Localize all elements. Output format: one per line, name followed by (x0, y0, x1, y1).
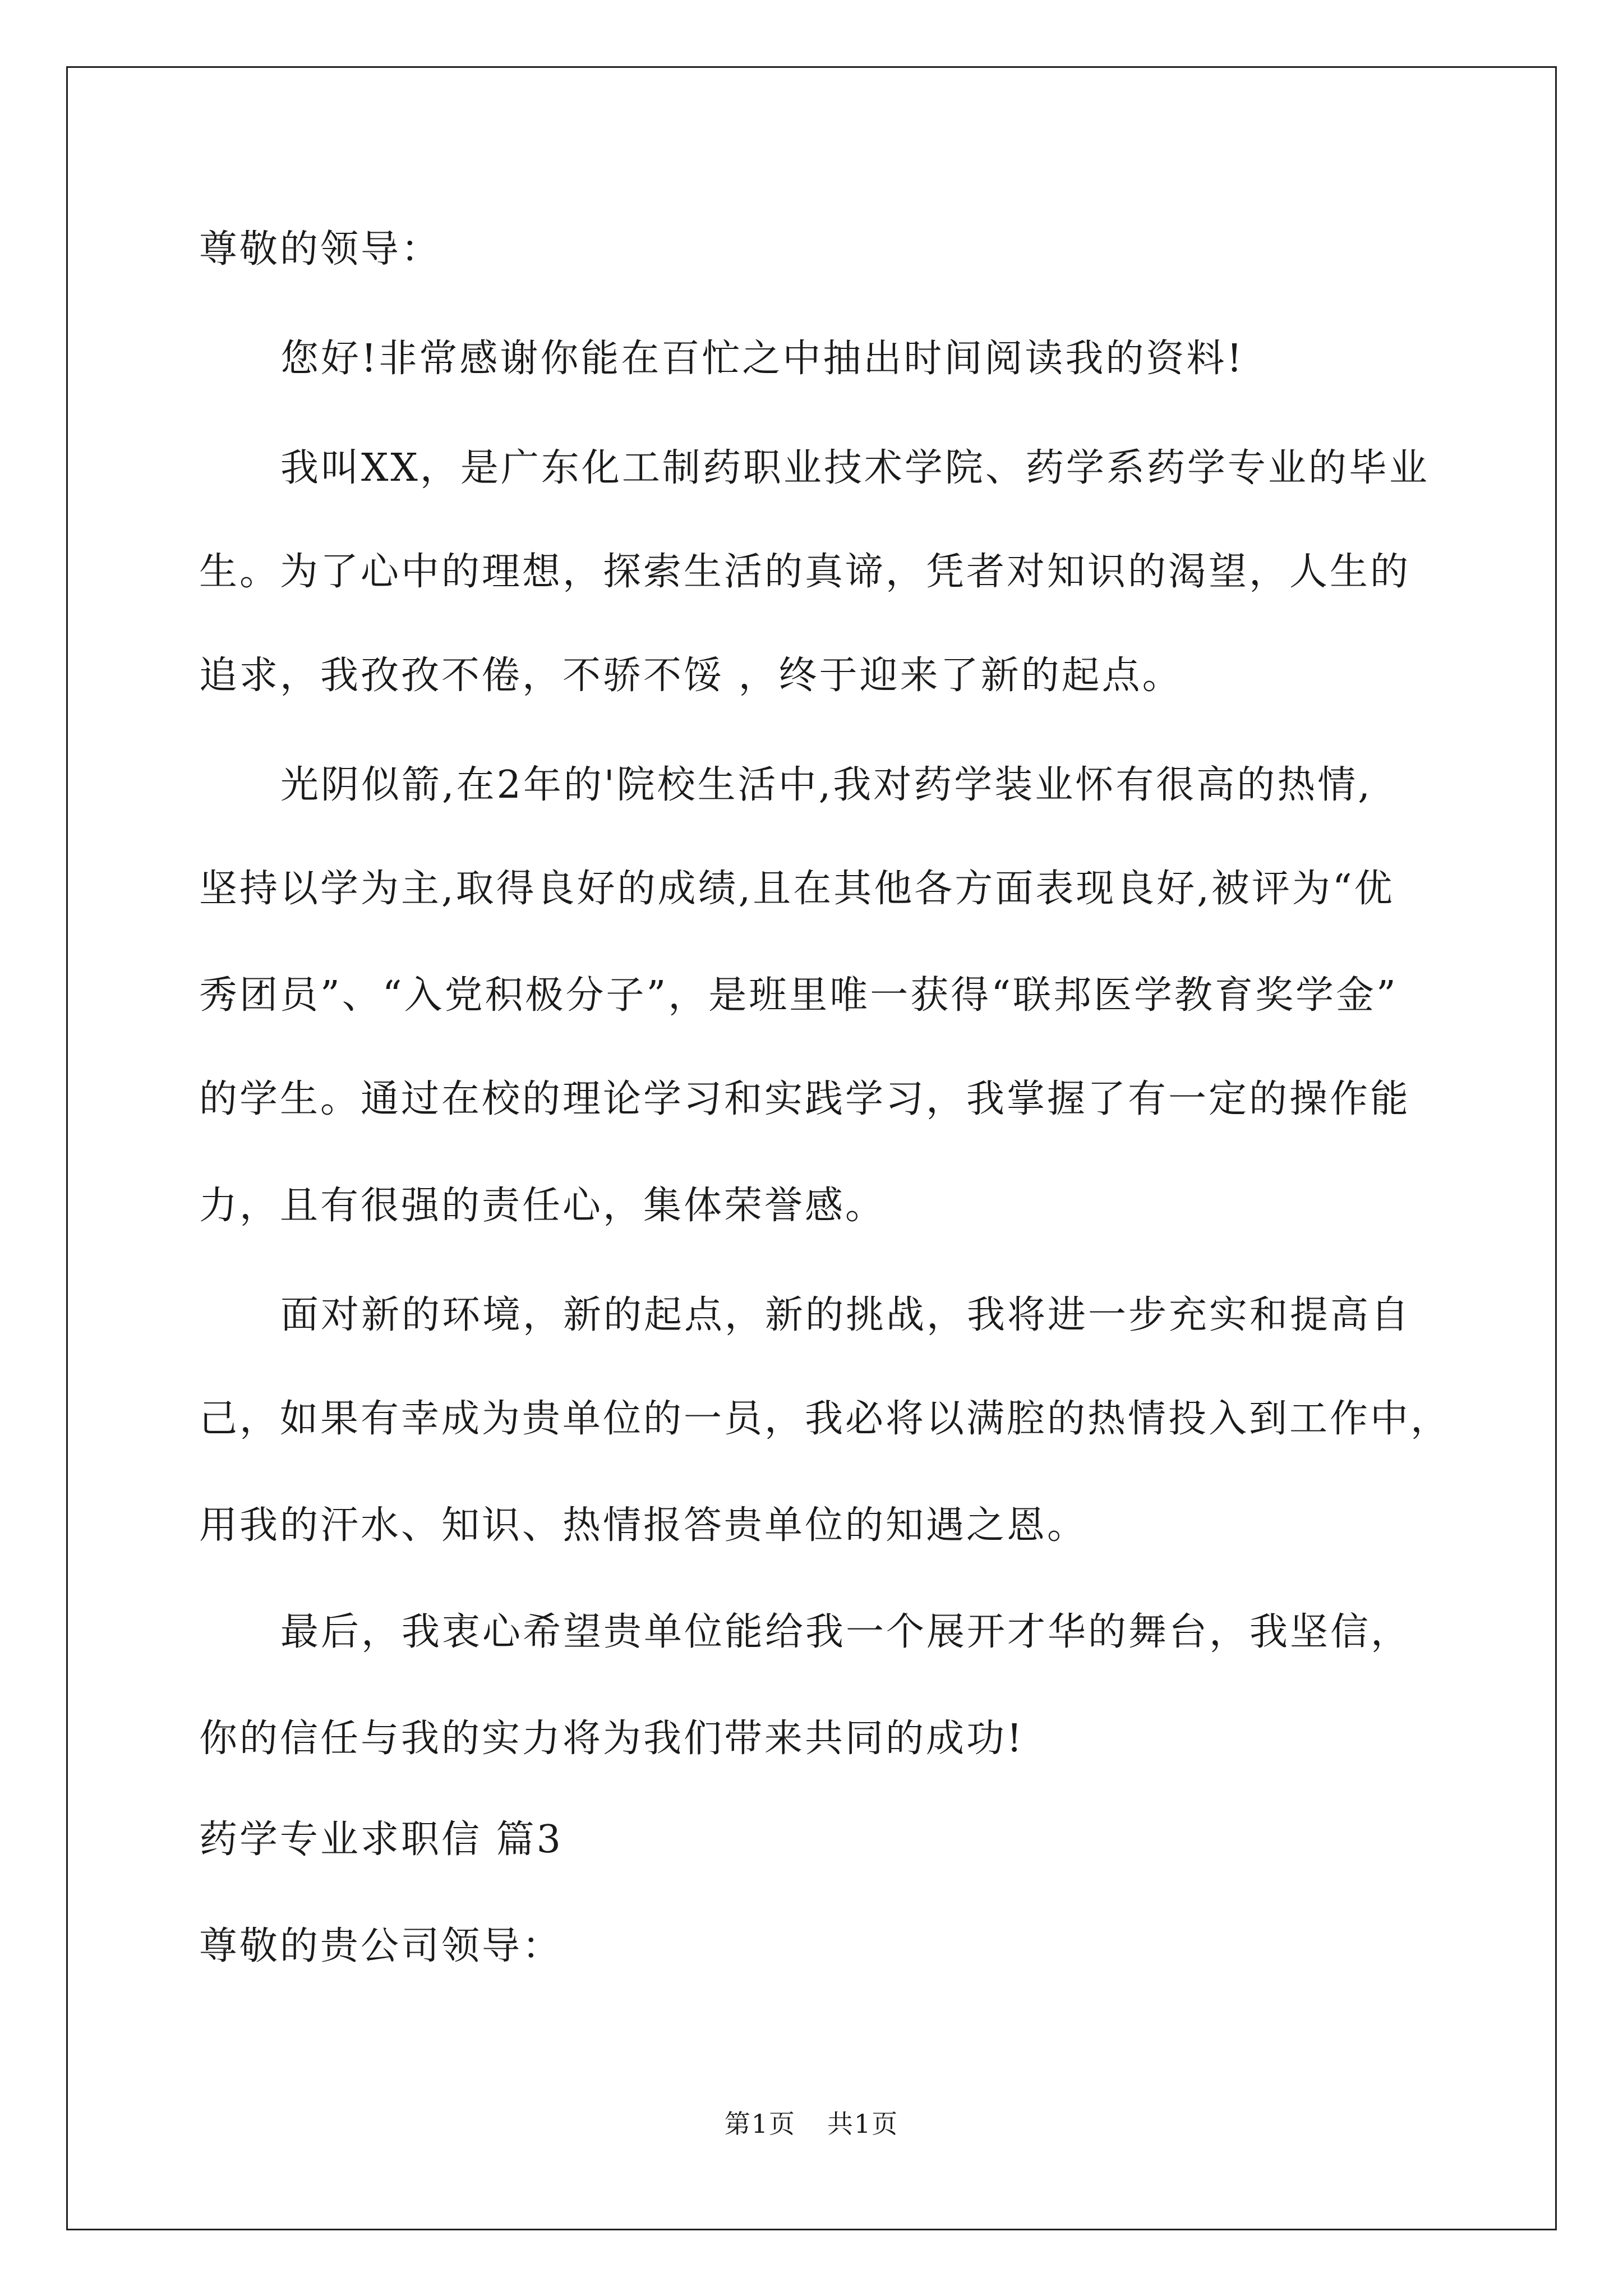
page-number-total: 共1页 (827, 2109, 899, 2139)
page-footer (0, 2108, 1623, 2139)
paragraph-school-line-4: 的学生。通过在校的理论学习和实践学习，我掌握了有一定的操作能 (199, 1077, 1411, 1121)
paragraph-intro-line-3: 追求，我孜孜不倦，不骄不馁 ，终于迎来了新的起点。 (199, 654, 1183, 698)
paragraph-school-line-1: 光阴似箭,在2年的'院校生活中,我对药学装业怀有很高的热情, (280, 763, 1372, 807)
page-border (66, 66, 1557, 2230)
section-heading: 药学专业求职信 篇3 (199, 1818, 563, 1862)
paragraph-school-line-3: 秀团员”、“入党积极分子”，是班里唯一获得“联邦医学教育奖学金” (199, 973, 1398, 1018)
page-number-current: 第1页 (724, 2109, 796, 2139)
paragraph-future-line-1: 面对新的环境，新的起点，新的挑战，我将进一步充实和提高自 (280, 1293, 1412, 1337)
paragraph-closing-line-2: 你的信任与我的实力将为我们带来共同的成功! (199, 1717, 1025, 1761)
paragraph-closing-line-1: 最后，我衷心希望贵单位能给我一个展开才华的舞台，我坚信， (280, 1610, 1412, 1654)
paragraph-intro-line-2: 生。为了心中的理想，探索生活的真谛，凭者对知识的渴望，人生的 (199, 550, 1411, 594)
paragraph-school-line-2: 坚持以学为主,取得良好的成绩,且在其他各方面表现良好,被评为“优 (199, 867, 1395, 911)
paragraph-intro-line-1: 我叫XX，是广东化工制药职业技术学院、药学系药学专业的毕业 (280, 446, 1430, 490)
paragraph-school-line-5: 力，且有很强的责任心，集体荣誉感。 (199, 1184, 886, 1228)
salutation-2: 尊敬的贵公司领导： (199, 1924, 563, 1968)
paragraph-future-line-2: 己，如果有幸成为贵单位的一员，我必将以满腔的热情投入到工作中， (199, 1397, 1451, 1441)
salutation: 尊敬的领导： (199, 227, 442, 272)
paragraph-future-line-3: 用我的汗水、知识、热情报答贵单位的知遇之恩。 (199, 1503, 1088, 1548)
paragraph-greeting: 您好!非常感谢你能在百忙之中抽出时间阅读我的资料! (280, 337, 1244, 381)
